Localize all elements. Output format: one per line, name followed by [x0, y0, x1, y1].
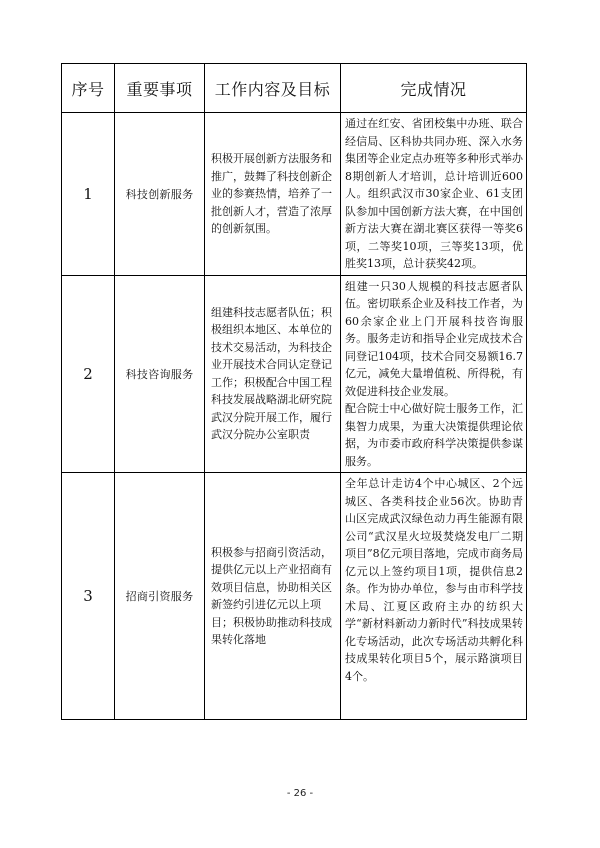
header-work-content: 工作内容及目标	[205, 64, 341, 113]
completion-paragraph: 全年总计走访4个中心城区、2个远城区、各类科技企业56次。协助青山区完成武汉绿色动力再生能源有限公司“武汉星火垃圾焚烧发电厂二期项目”8亿元项目落地，完成市商务局亿元以上签约项目1项，提供信息2条。作为协办单位，参与由市科学技术局、江夏区政府主办的纺织大学“新材料新动力新时代”科技成果转化专场活动，此次专场活动共孵化科技成果转化项目5个，展示路演项目4个。	[345, 477, 523, 683]
table-row	[62, 275, 527, 473]
header-completion-status: 完成情况	[341, 64, 527, 113]
row-work-content: 组建科技志愿者队伍；积极组织本地区、本单位的技术交易活动，为科技企业开展技术合同认定登记工作；积极配合中国工程科技发展战略湖北研究院武汉分院开展工作，履行武汉分院办公室职责	[205, 275, 341, 473]
header-important-item: 重要事项	[115, 64, 205, 113]
row-serial-number: 3	[62, 473, 115, 720]
table-row	[62, 113, 527, 276]
row-work-content: 积极参与招商引资活动，提供亿元以上产业招商有效项目信息，协助相关区新签约引进亿元以上项目；积极协助推动科技成果转化落地	[205, 473, 341, 720]
page-number: - 26 -	[286, 788, 314, 799]
row-completion-status	[341, 275, 527, 473]
row-item-name: 科技创新服务	[115, 113, 205, 276]
row-work-content: 积极开展创新方法服务和推广，鼓舞了科技创新企业的参赛热情，培养了一批创新人才，营造了浓厚的创新氛围。	[205, 113, 341, 276]
completion-paragraph: 配合院士中心做好院士服务工作，汇集智力成果，为重大决策提供理论依据，为市委市政府科学决策提供参谋服务。	[345, 402, 523, 468]
row-completion-status	[341, 113, 527, 276]
row-item-name: 科技咨询服务	[115, 275, 205, 473]
header-serial-number: 序号	[62, 64, 115, 113]
row-item-name: 招商引资服务	[115, 473, 205, 720]
work-summary-table	[61, 63, 527, 720]
table-row	[62, 473, 527, 720]
row-serial-number: 2	[62, 275, 115, 473]
row-completion-status	[341, 473, 527, 720]
table-header-row	[62, 64, 527, 113]
completion-paragraph: 通过在红安、省团校集中办班、联合经信局、区科协共同办班、深入水务集团等企业定点办班等多种形式举办8期创新人才培训，总计培训近600人。组织武汉市30家企业、61支团队参加中国创新方法大赛，在中国创新方法大赛在湖北赛区获得一等奖6项，二等奖10项，三等奖13项，优胜奖13项，总计获奖42项。	[345, 117, 523, 270]
row-serial-number: 1	[62, 113, 115, 276]
completion-paragraph: 组建一只30人规模的科技志愿者队伍。密切联系企业及科技工作者，为60余家企业上门开展科技咨询服务。服务走访和指导企业完成技术合同登记104项，技术合同交易额16.7亿元，减免大量增值税、所得税，有效促进科技企业发展。	[345, 279, 523, 398]
